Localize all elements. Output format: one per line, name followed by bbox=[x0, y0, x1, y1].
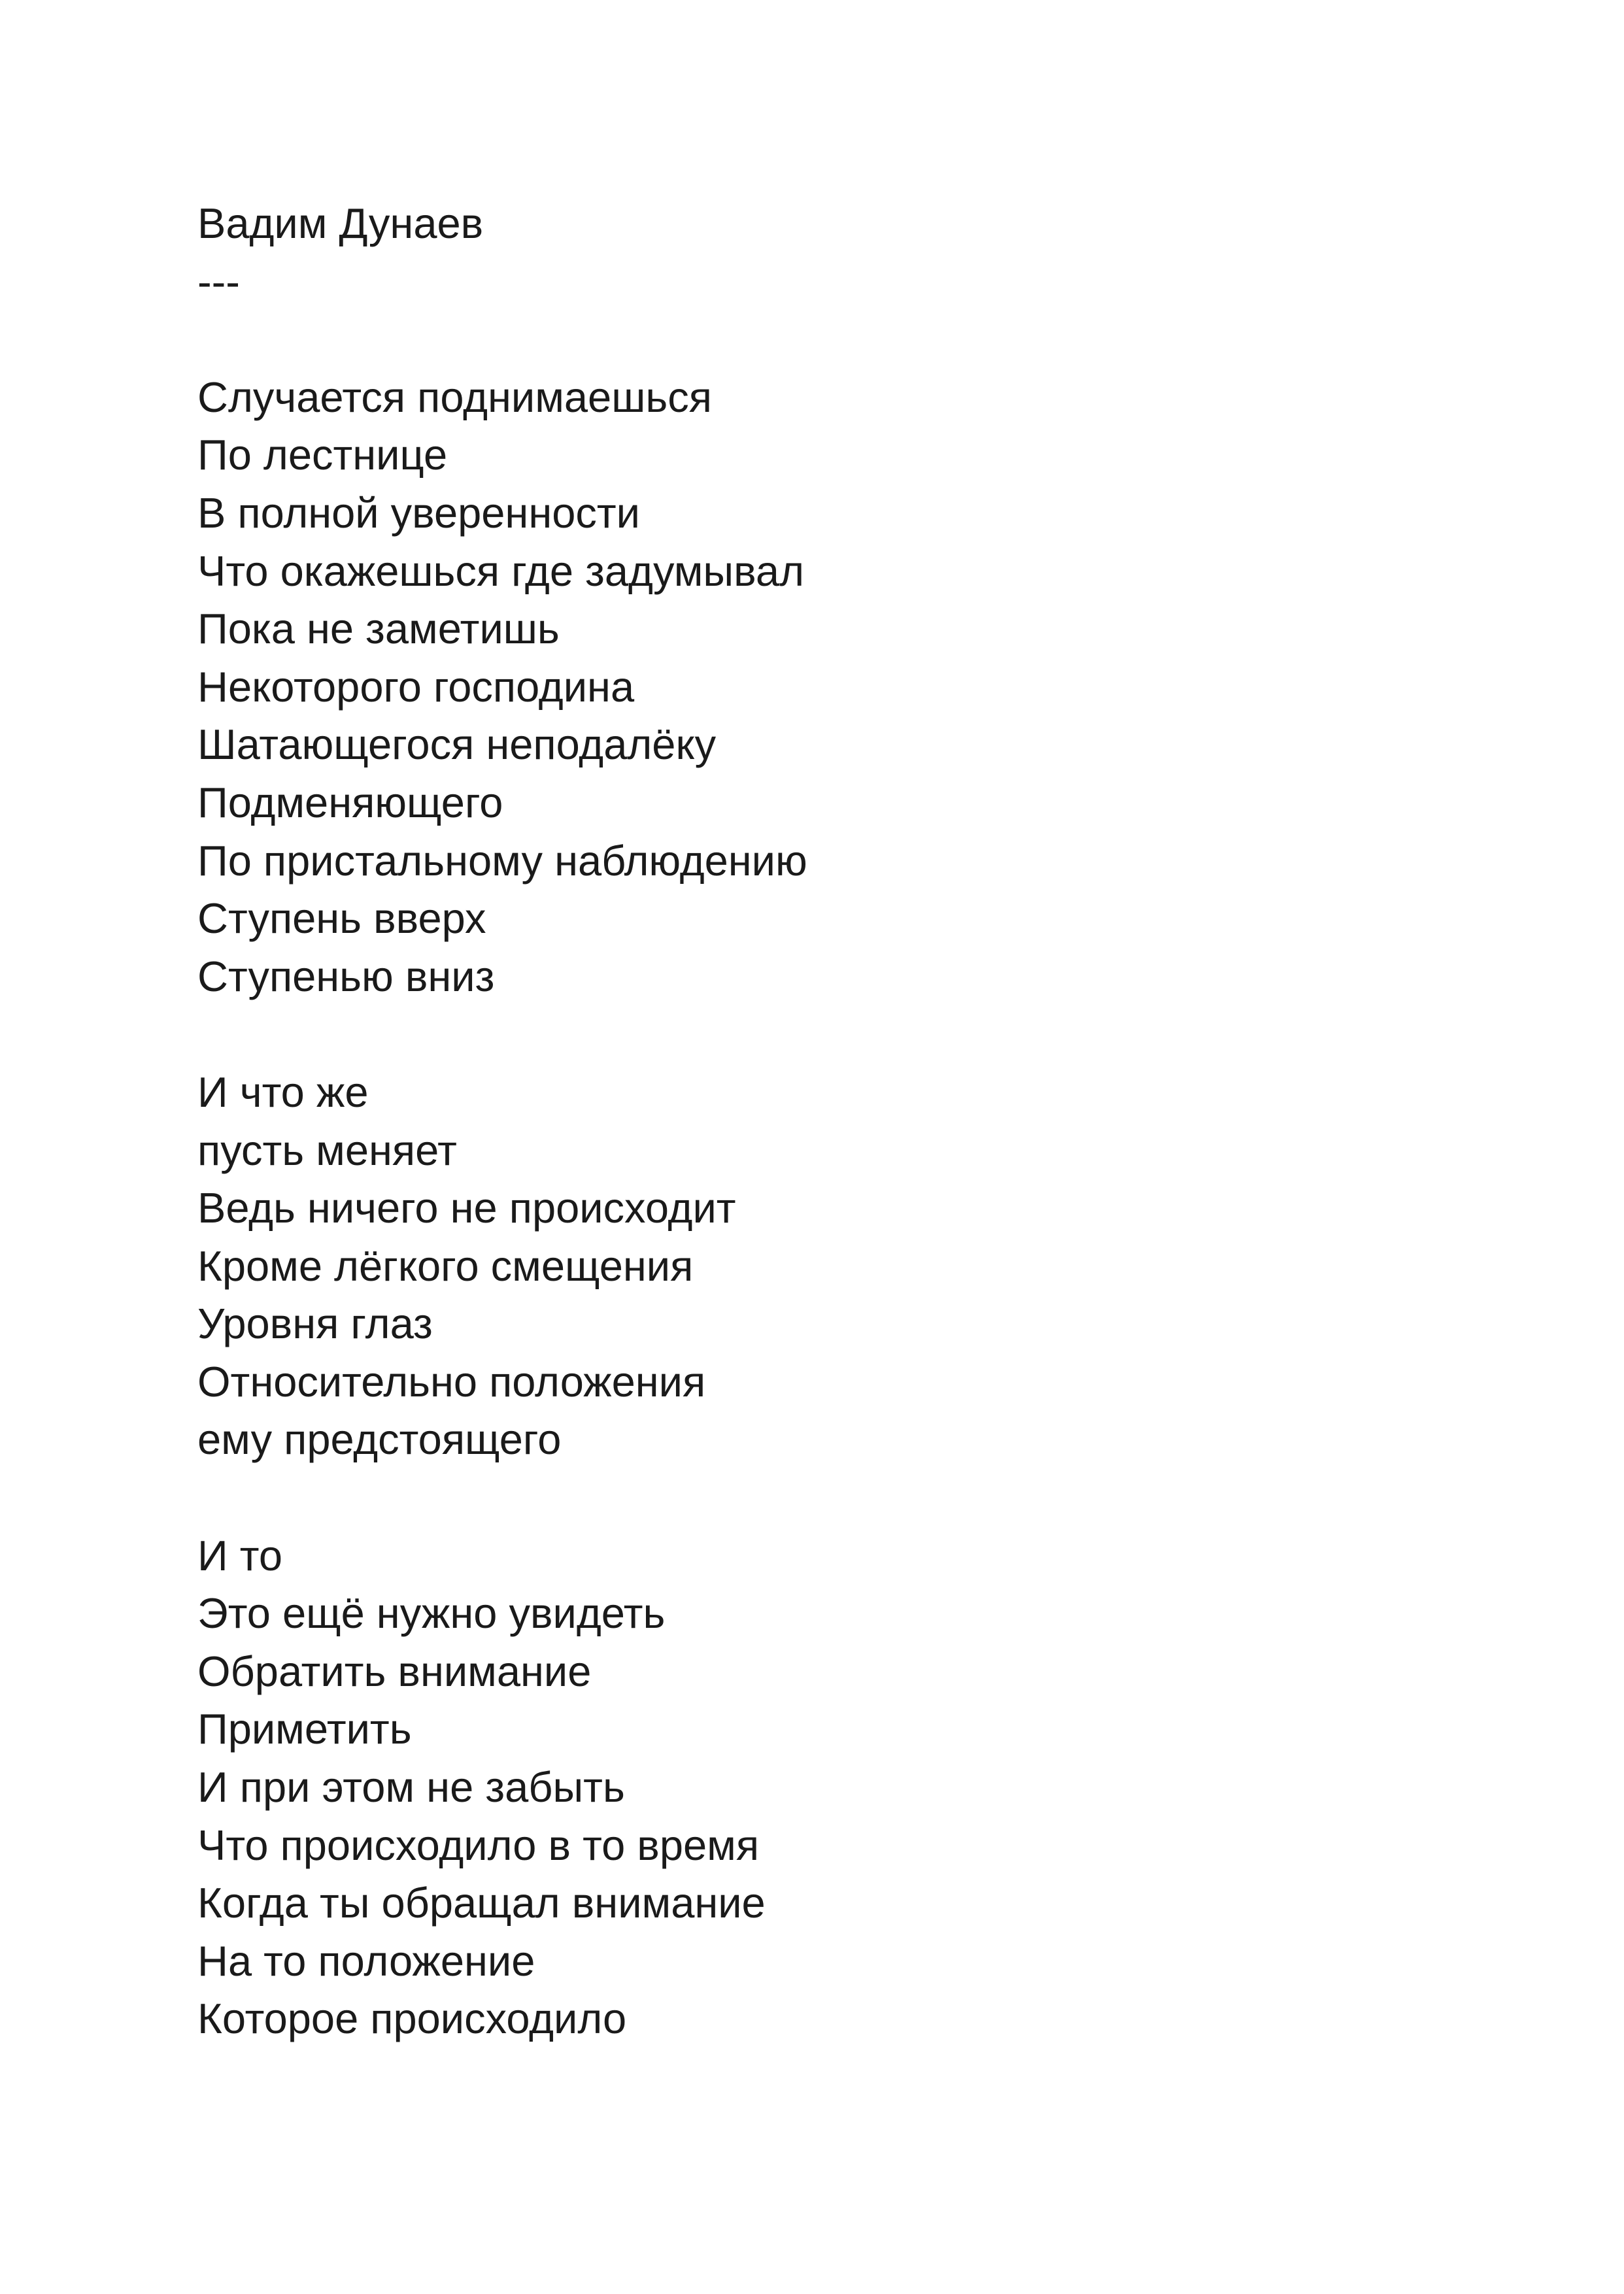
poem-line: Ступенью вниз bbox=[197, 952, 495, 1000]
poem-line: Кроме лёгкого смещения bbox=[197, 1241, 694, 1290]
poem-line: Ведь ничего не происходит bbox=[197, 1184, 736, 1232]
poem-line: Подменяющего bbox=[197, 778, 503, 826]
poem-line: ему предстоящего bbox=[197, 1415, 562, 1464]
poem-line: И что же bbox=[197, 1068, 369, 1116]
poem-line: Шатающегося неподалёку bbox=[197, 720, 717, 769]
author-name: Вадим Дунаев bbox=[197, 199, 484, 247]
poem-line: Это ещё нужно увидеть bbox=[197, 1589, 666, 1638]
stanza-2 bbox=[197, 1064, 1505, 1469]
blank-line bbox=[197, 1005, 1505, 1064]
blank-line bbox=[197, 311, 1505, 369]
stanza-1 bbox=[197, 369, 1505, 1006]
poem-line: Ступень вверх bbox=[197, 894, 486, 943]
poem-line: На то положение bbox=[197, 1936, 535, 1985]
separator-line: --- bbox=[197, 257, 240, 305]
poem-line: По лестнице bbox=[197, 431, 448, 479]
poem-line: Обратить внимание bbox=[197, 1647, 592, 1695]
poem-line: И при этом не забыть bbox=[197, 1763, 625, 1812]
poem-line: Приметить bbox=[197, 1705, 412, 1753]
blank-line bbox=[197, 1469, 1505, 1527]
poem-line: И то bbox=[197, 1531, 282, 1579]
poem-line: Когда ты обращал внимание bbox=[197, 1879, 766, 1927]
poem-line: Случается поднимаешься bbox=[197, 373, 712, 421]
poem-line: Которое происходило bbox=[197, 1995, 627, 2043]
poem-line: В полной уверенности bbox=[197, 488, 640, 537]
poem-text bbox=[197, 195, 1505, 2048]
poem-line: Некоторого господина bbox=[197, 662, 635, 711]
poem-line: По пристальному наблюдению bbox=[197, 836, 807, 885]
poem-line: Относительно положения bbox=[197, 1357, 706, 1406]
poem-line: Что окажешься где задумывал bbox=[197, 547, 804, 595]
poem-line: Пока не заметишь bbox=[197, 605, 560, 653]
stanza-3 bbox=[197, 1527, 1505, 2048]
poem-line: Что происходило в то время bbox=[197, 1821, 760, 1869]
poem-line: пусть меняет bbox=[197, 1126, 457, 1174]
poem-line: Уровня глаз bbox=[197, 1300, 433, 1348]
